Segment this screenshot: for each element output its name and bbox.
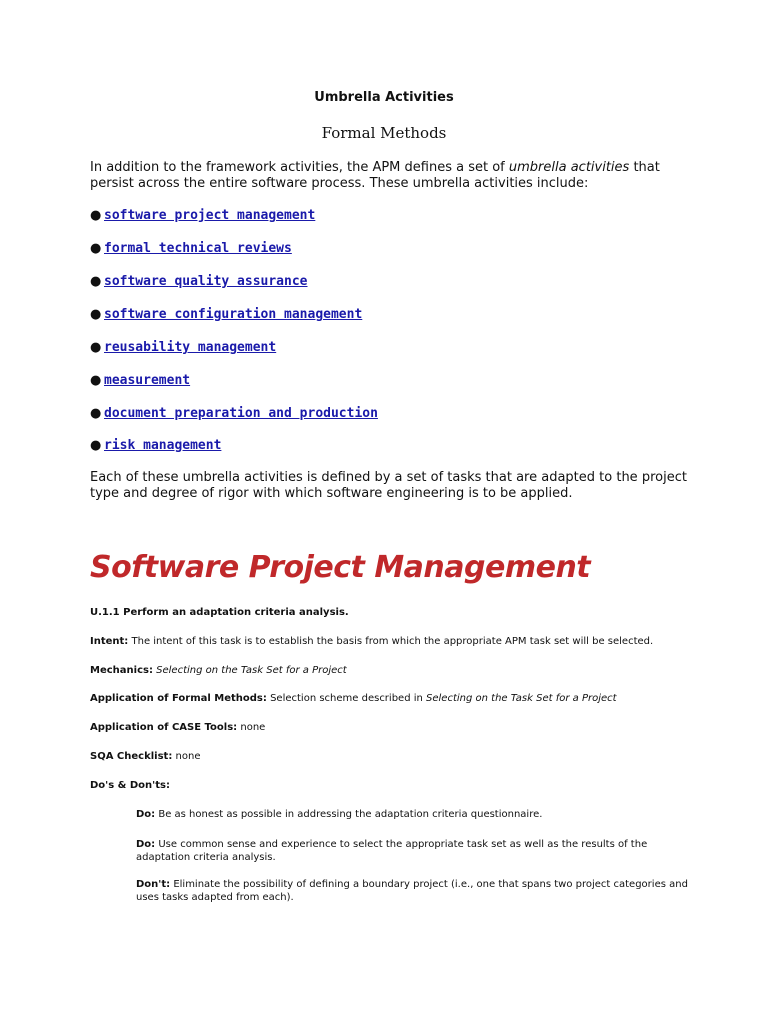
bullet-icon: ● <box>90 438 102 453</box>
do-item <box>136 808 696 821</box>
list-item <box>90 241 292 257</box>
sqa-checklist-line <box>90 750 200 763</box>
dont-item <box>136 878 696 904</box>
intent-text: The intent of this task is to establish the basis from which the appropriate APM task set will be selected. <box>128 636 654 647</box>
activity-link-measurement[interactable]: measurement <box>104 373 191 388</box>
bullet-icon: ● <box>90 208 102 223</box>
activity-link-formal-technical-reviews[interactable]: formal technical reviews <box>104 241 292 256</box>
list-item <box>90 438 221 454</box>
case-tools-text: none <box>237 722 266 733</box>
do-label: Do: <box>136 839 156 850</box>
intro-paragraph <box>90 160 690 192</box>
intro-emphasis: umbrella activities <box>508 160 630 175</box>
activity-link-software-quality-assurance[interactable]: software quality assurance <box>104 274 308 289</box>
activity-link-document-preparation[interactable]: document preparation and production <box>104 406 378 421</box>
case-tools-line <box>90 721 265 734</box>
bullet-icon: ● <box>90 340 102 355</box>
activity-link-software-configuration-management[interactable]: software configuration management <box>104 307 363 322</box>
intent-label: Intent: <box>90 636 129 647</box>
formal-methods-line <box>90 692 617 705</box>
intent-line <box>90 635 653 648</box>
list-item <box>90 274 308 290</box>
do-text: Be as honest as possible in addressing the adaptation criteria questionnaire. <box>155 809 543 820</box>
list-item <box>90 307 362 323</box>
sqa-checklist-label: SQA Checklist: <box>90 751 173 762</box>
bullet-icon: ● <box>90 274 102 289</box>
list-item <box>90 208 315 224</box>
activity-link-software-project-management[interactable]: software project management <box>104 208 316 223</box>
formal-methods-text: Selection scheme described in <box>266 693 427 704</box>
do-label: Do: <box>136 809 156 820</box>
outro-paragraph: Each of these umbrella activities is defined by a set of tasks that are adapted to the project type and degree of rigor with which software engineering is to be applied. <box>90 470 687 501</box>
list-item <box>90 340 276 356</box>
bullet-icon: ● <box>90 373 102 388</box>
task-id: U.1.1 Perform an adaptation criteria analysis. <box>90 607 349 618</box>
intro-text-start: In addition to the framework activities, the APM defines a set of <box>90 160 509 175</box>
formal-methods-label: Application of Formal Methods: <box>90 693 267 704</box>
bullet-icon: ● <box>90 406 102 421</box>
mechanics-label: Mechanics: <box>90 665 153 676</box>
activity-link-reusability-management[interactable]: reusability management <box>104 340 277 355</box>
sqa-checklist-text: none <box>172 751 201 762</box>
mechanics-line <box>90 664 347 677</box>
formal-methods-emphasis: Selecting on the Task Set for a Project <box>426 693 617 704</box>
mechanics-text: Selecting on the Task Set for a Project <box>152 665 347 676</box>
intro-text-end: that persist across the entire software process. These umbrella activities include: <box>90 160 660 191</box>
dos-donts-heading <box>90 779 170 792</box>
bullet-icon: ● <box>90 307 102 322</box>
do-text: Use common sense and experience to select the appropriate task set as well as the results of the adaptation criteria analysis. <box>136 839 648 863</box>
dont-label: Don't: <box>136 879 171 890</box>
bullet-icon: ● <box>90 241 102 256</box>
list-item <box>90 406 378 422</box>
document-subtitle: Formal Methods <box>321 124 447 142</box>
activity-link-risk-management[interactable]: risk management <box>104 438 222 453</box>
list-item <box>90 373 190 389</box>
document-title: Umbrella Activities <box>314 90 454 105</box>
section-heading: Software Project Management <box>90 550 591 585</box>
dont-text: Eliminate the possibility of defining a boundary project (i.e., one that spans two project categories and uses tasks adapted from each). <box>136 879 688 903</box>
do-item <box>136 838 696 864</box>
case-tools-label: Application of CASE Tools: <box>90 722 238 733</box>
dos-donts-label: Do's & Don'ts: <box>90 780 170 791</box>
